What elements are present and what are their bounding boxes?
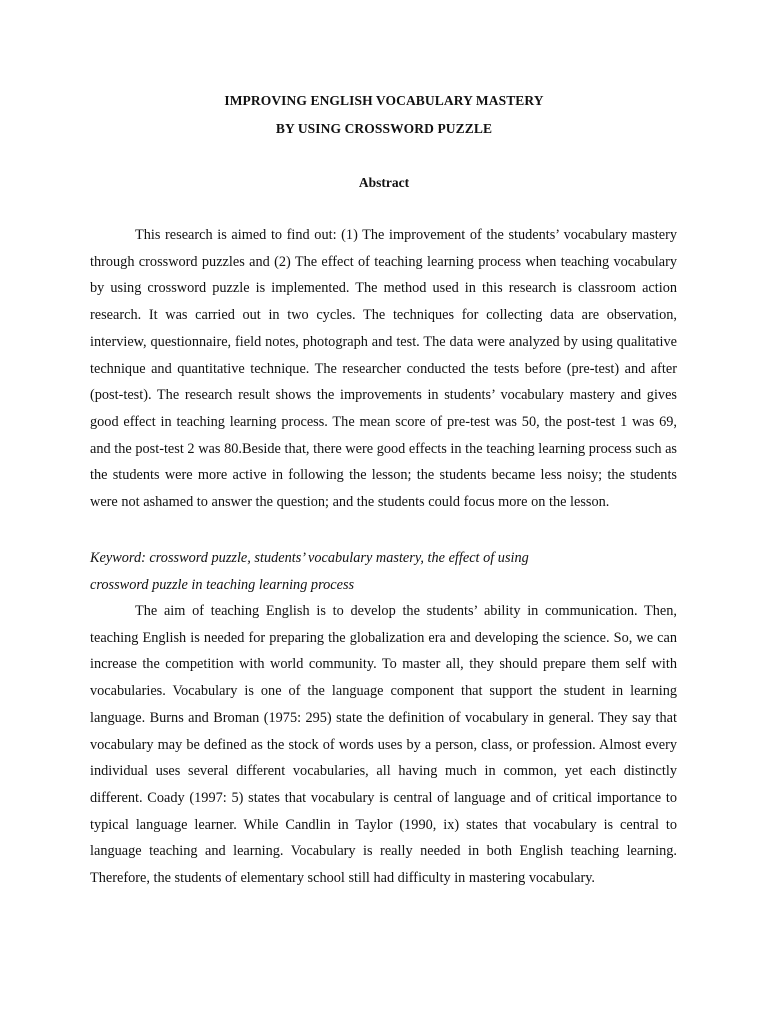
paper-title-line-2: BY USING CROSSWORD PUZZLE: [275, 121, 493, 136]
abstract-heading: Abstract: [358, 175, 410, 190]
keywords-line-2: crossword puzzle in teaching learning process: [90, 576, 355, 593]
paper-title-line-1: IMPROVING ENGLISH VOCABULARY MASTERY: [224, 93, 544, 108]
intro-paragraph: The aim of teaching English is to develop the students’ ability in communication. Then, teaching English is needed for preparing the globalization era and developing the science. So, we can increase the competition with world community. To master all, they should prepare them self with vocabularies. Vocabulary is one of the language component that support the student in learning language. Burns and Broman (1975: 295) state the definition of vocabulary in general. They say that vocabulary may be defined as the stock of words uses by a person, class, or profession. Almost every individual uses several different vocabularies, all having much in common, yet each distinctly different. Coady (1997: 5) states that vocabulary is central of language and of critical importance to typical language learner. While Candlin in Taylor (1990, ix) states that vocabulary is central to language teaching and learning. Vocabulary is really needed in both English teaching learning. Therefore, the students of elementary school still had difficulty in mastering vocabulary.: [90, 603, 677, 887]
keywords-line-1: Keyword: crossword puzzle, students’ vocabulary mastery, the effect of using: [90, 550, 529, 566]
keywords: [90, 545, 677, 598]
abstract-paragraph: This research is aimed to find out: (1) The improvement of the students’ vocabulary mastery through crossword puzzles and (2) The effect of teaching learning process when teaching vocabulary by using crossword puzzle is implemented. The method used in this research is classroom action research. It was carried out in two cycles. The techniques for collecting data are observation, interview, questionnaire, field notes, photograph and test. The data were analyzed by using qualitative technique and quantitative technique. The researcher conducted the tests before (pre-test) and after (post-test). The research result shows the improvements in students’ vocabulary mastery and gives good effect in teaching learning process. The mean score of pre-test was 50, the post-test 1 was 69, and the post-test 2 was 80.Beside that, there were good effects in the teaching learning process such as the students were more active in following the lesson; the students became less noisy; the students were not ashamed to answer the question; and the students could focus more on the lesson.: [90, 227, 677, 511]
